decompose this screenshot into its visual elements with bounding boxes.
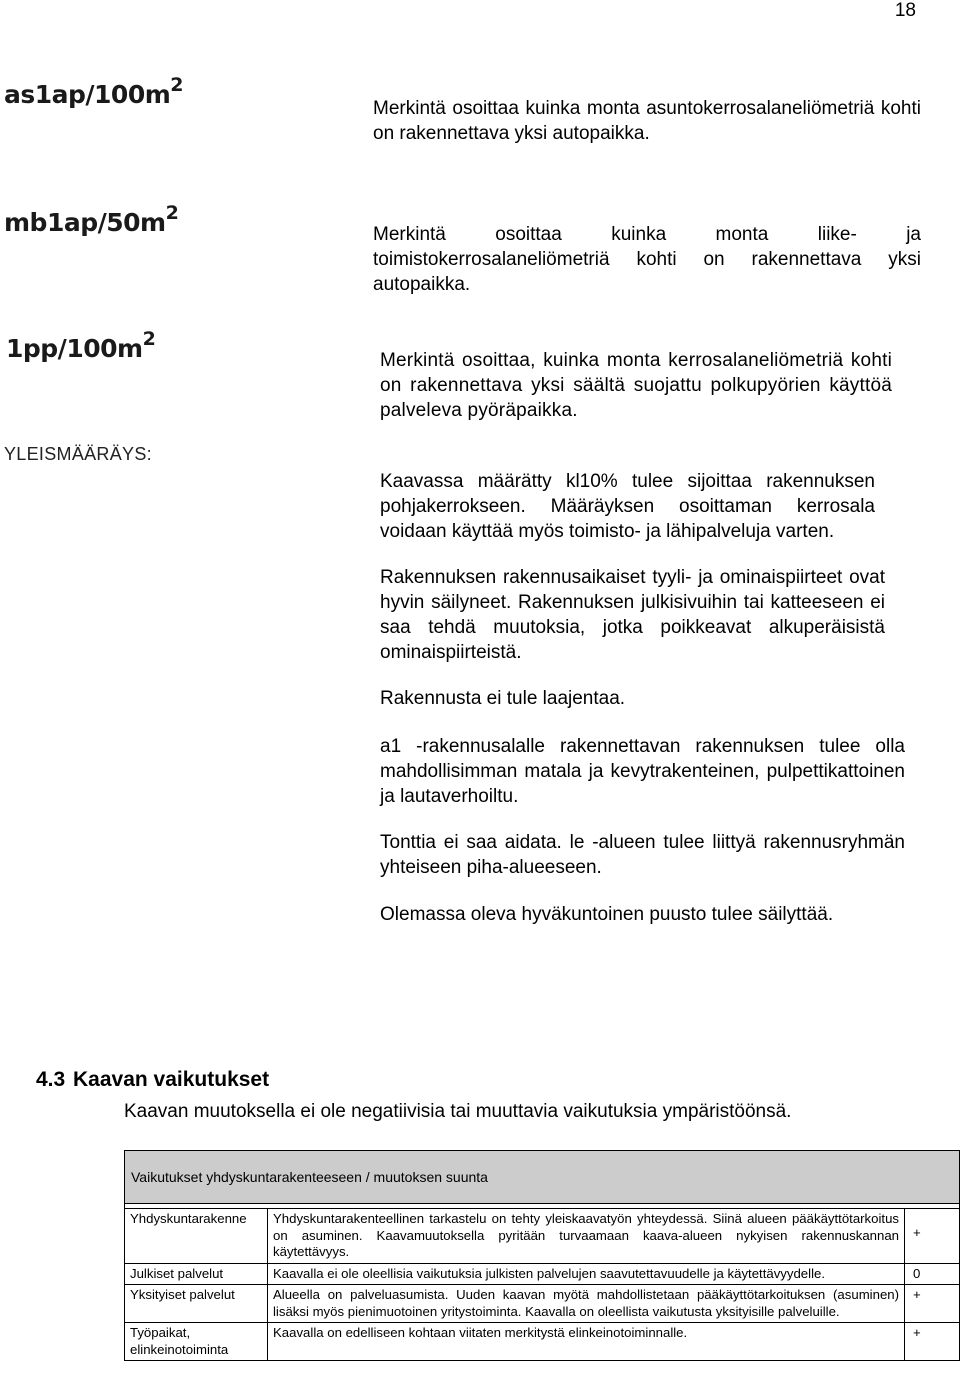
general-paragraph: Rakennusta ei tule laajentaa.	[380, 688, 626, 709]
impact-category: Yhdyskuntarakenne	[125, 1209, 268, 1264]
impact-category: Yksityiset palvelut	[125, 1285, 268, 1323]
impact-description: Kaavalla ei ole oleellisia vaikutuksia julkisten palvelujen saavutettavuudelle ja käytettävyydelle.	[268, 1263, 905, 1285]
impact-description: Kaavalla on edelliseen kohtaan viitaten merkitystä elinkeinotoiminnalle.	[268, 1323, 905, 1361]
page-number: 18	[894, 0, 916, 21]
symbol-sup: 2	[165, 202, 179, 224]
table-row	[125, 1323, 960, 1361]
symbol-main: as1ap/100m	[4, 80, 171, 109]
section-heading	[36, 1068, 269, 1092]
impact-value-text: +	[913, 1325, 921, 1340]
impact-value	[905, 1323, 960, 1361]
symbol-main: mb1ap/50m	[4, 208, 166, 237]
section-intro: Kaavan muutoksella ei ole negatiivisia tai muuttavia vaikutuksia ympäristöönsä.	[124, 1101, 792, 1122]
general-paragraph: a1 -rakennusalalle rakennettavan rakennuksen tulee olla mahdollisimman matala ja kevytrakenteinen, pulpettikattoinen ja lautaverhoiltu.	[380, 736, 905, 807]
section-title: Kaavan vaikutukset	[73, 1068, 270, 1091]
impact-category: Työpaikat, elinkeinotoiminta	[125, 1323, 268, 1361]
symbol-sup: 2	[170, 74, 184, 96]
symbol-1pp	[6, 330, 155, 361]
impact-table-header: Vaikutukset yhdyskuntarakenteeseen / muutoksen suunta	[125, 1151, 960, 1204]
general-paragraph: Kaavassa määrätty kl10% tulee sijoittaa rakennuksen pohjakerrokseen. Määräyksen osoittaman kerrosala voidaan käyttää myös toimisto- ja lähipalveluja varten.	[380, 471, 875, 542]
symbol-description: Merkintä osoittaa, kuinka monta kerrosalaneliömetriä kohti on rakennettava yksi säältä suojattu polkupyörien käyttöä palveleva pyöräpaikka.	[380, 350, 892, 421]
impact-value	[905, 1209, 960, 1264]
impact-value-text: +	[913, 1225, 921, 1240]
symbol-main: 1pp/100m	[6, 334, 143, 363]
symbol-description: Merkintä osoittaa kuinka monta liike- ja toimistokerrosalaneliömetriä kohti on rakennettava yksi autopaikka.	[373, 224, 921, 295]
impact-value	[905, 1285, 960, 1323]
impact-description: Yhdyskuntarakenteellinen tarkastelu on tehty yleiskaavatyön yhteydessä. Siinä alueen pääkäyttötarkoitus on asuminen. Kaavamuutoksella pyritään turvaamaan kaava-alueen nykyisen rakennuskannan käytettävyys.	[268, 1209, 905, 1264]
table-row	[125, 1285, 960, 1323]
symbol-description: Merkintä osoittaa kuinka monta asuntokerrosalaneliömetriä kohti on rakennettava yksi autopaikka.	[373, 98, 921, 144]
table-row	[125, 1263, 960, 1285]
section-number: 4.3	[36, 1068, 66, 1091]
symbol-sup: 2	[142, 328, 156, 350]
impact-description: Alueella on palveluasumista. Uuden kaavan myötä mahdollistetaan pääkäyttötarkoituksen (asuminen) lisäksi myös pienimuotoinen yritystoiminta. Kaavalla on oleellista vaikutusta yksityisille palveluille.	[268, 1285, 905, 1323]
impact-table	[124, 1150, 960, 1361]
impact-value-text: 0	[913, 1265, 921, 1281]
general-paragraph: Tonttia ei saa aidata. le -alueen tulee liittyä rakennusryhmän yhteiseen piha-alueeseen.	[380, 832, 905, 878]
general-regulation-label: YLEISMÄÄRÄYS:	[4, 444, 152, 464]
symbol-as1ap	[4, 76, 183, 107]
impact-category: Julkiset palvelut	[125, 1263, 268, 1285]
symbol-mb1ap	[4, 204, 178, 235]
impact-value	[905, 1263, 960, 1285]
table-row	[125, 1209, 960, 1264]
impact-value-text: +	[913, 1287, 921, 1302]
general-paragraph: Rakennuksen rakennusaikaiset tyyli- ja ominaispiirteet ovat hyvin säilyneet. Rakennuksen julkisivuihin tai katteeseen ei saa tehdä muutoksia, jotka poikkeavat alkuperäisistä ominaispiirteistä.	[380, 567, 885, 663]
general-paragraph: Olemassa oleva hyväkuntoinen puusto tulee säilyttää.	[380, 904, 834, 925]
